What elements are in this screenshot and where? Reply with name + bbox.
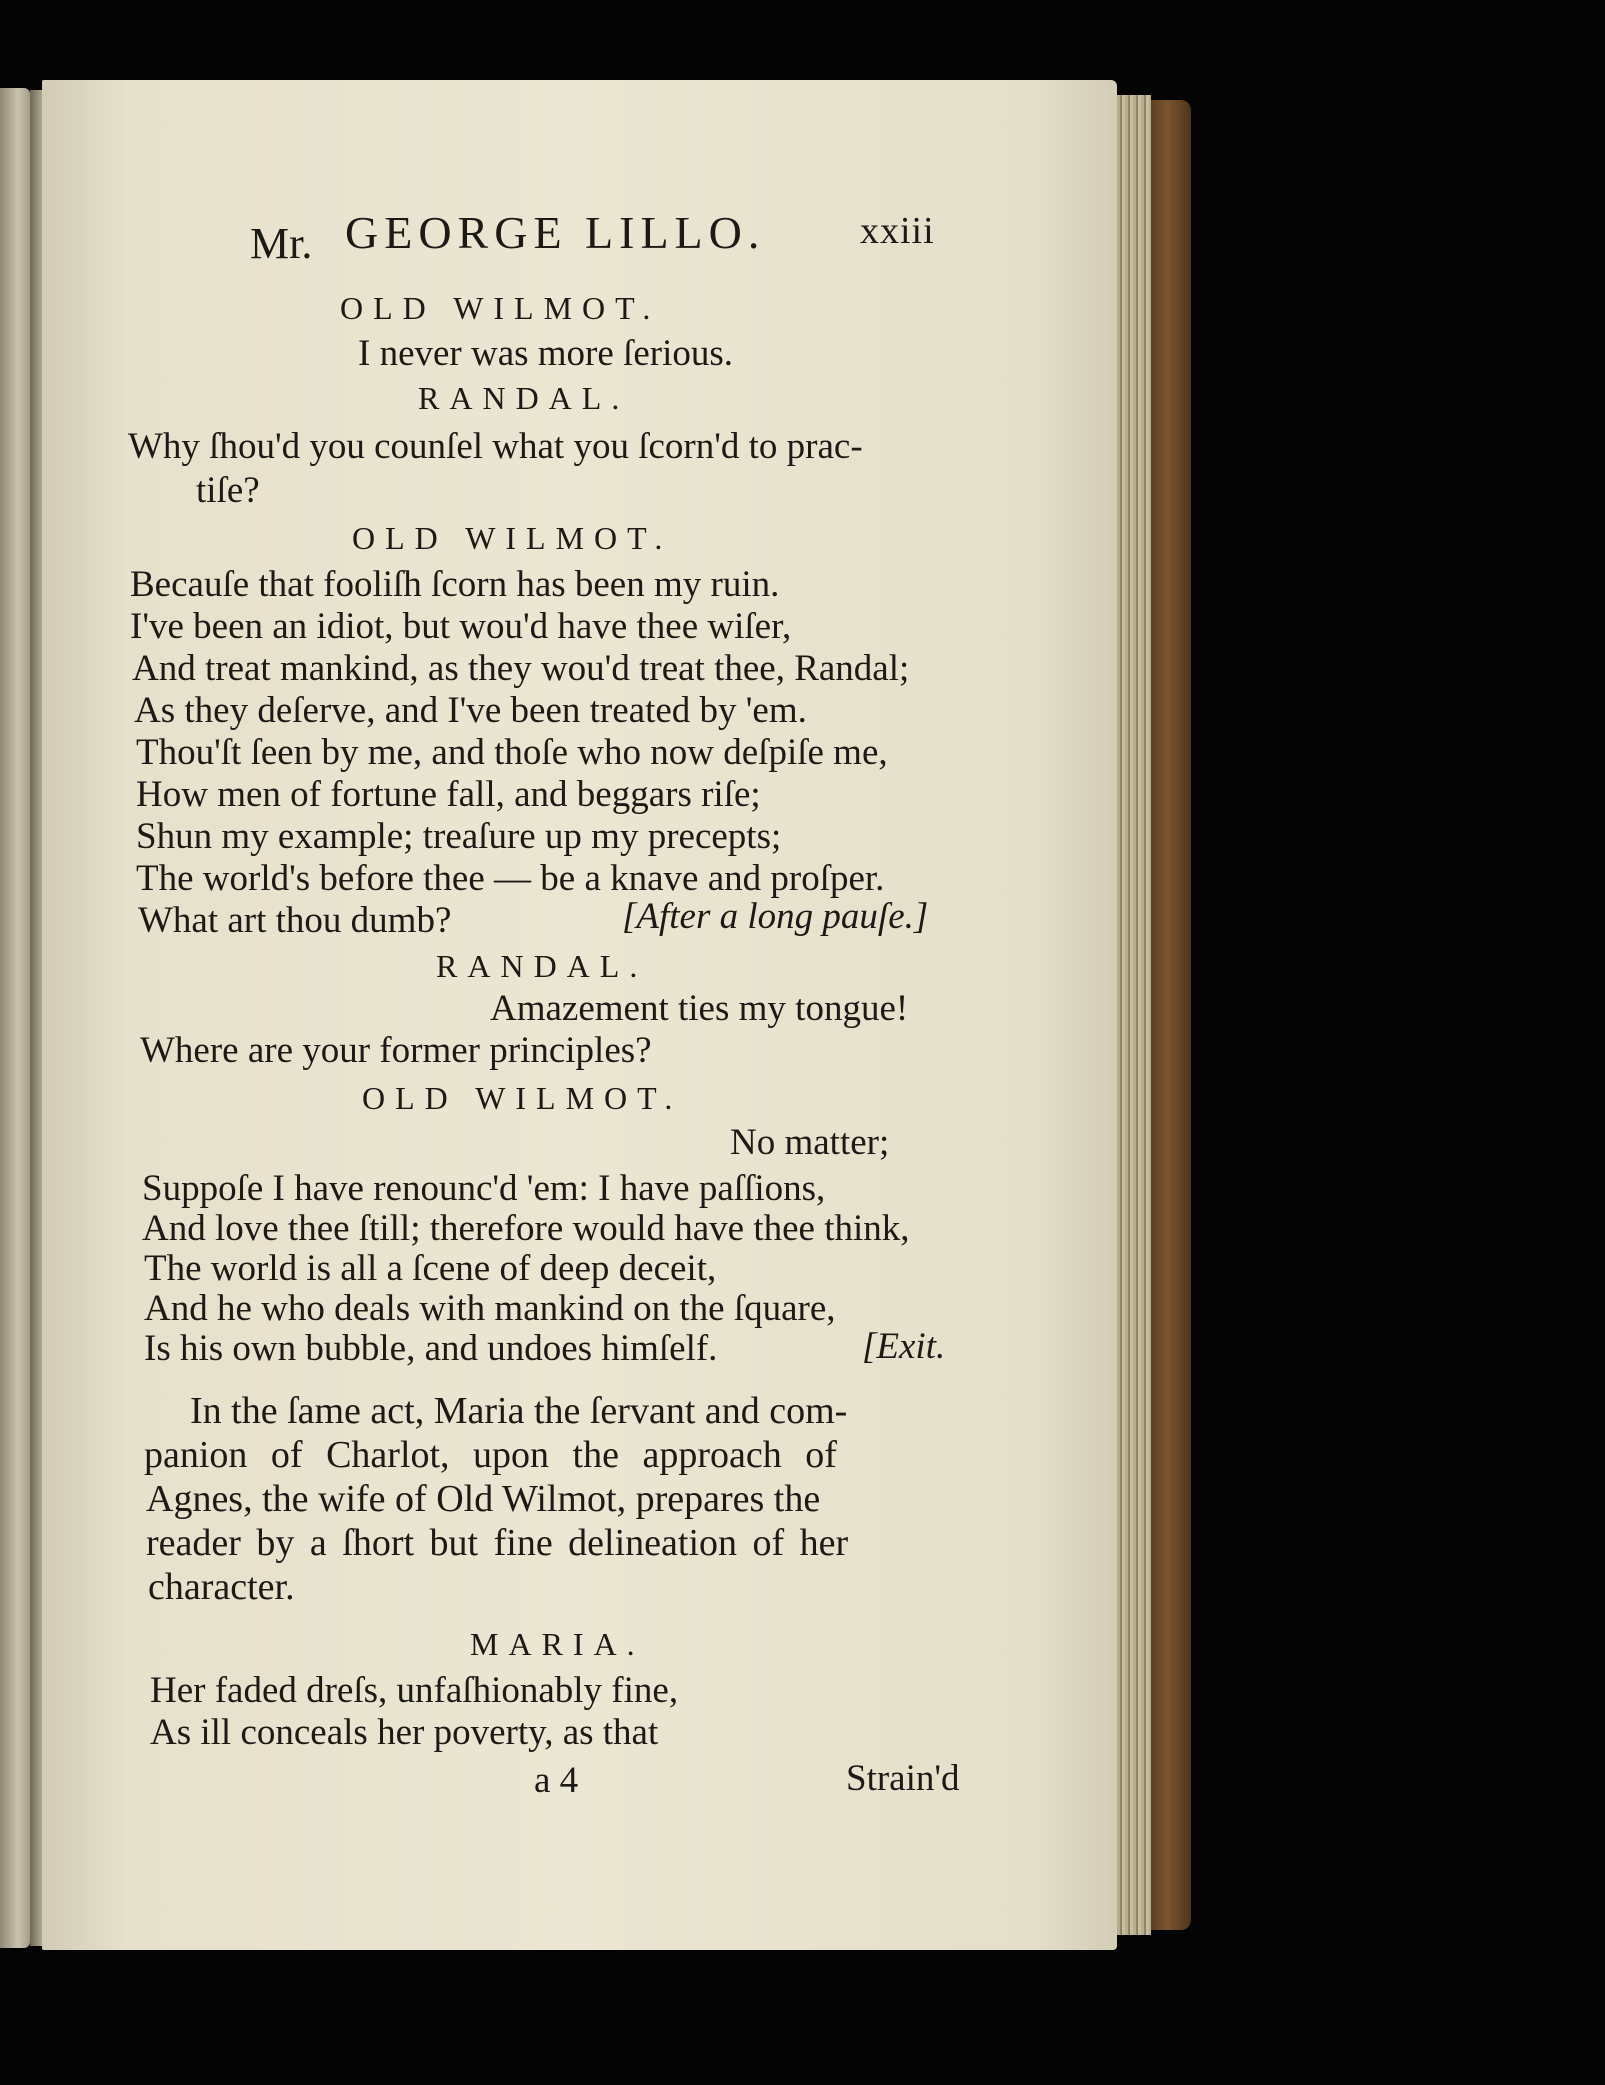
- verse-line: Thou'ſt ſeen by me, and thoſe who now deſpiſe me,: [136, 732, 888, 773]
- verse-line: tiſe?: [196, 470, 260, 511]
- page-edges: [1117, 95, 1151, 1935]
- speaker-label: MARIA.: [470, 1626, 645, 1662]
- speaker-label: RANDAL.: [418, 380, 630, 416]
- prose-line: In the ſame act, Maria the ſervant and com-: [190, 1390, 848, 1432]
- stage-direction: [Exit.: [862, 1326, 946, 1367]
- speaker-label: OLD WILMOT.: [362, 1080, 683, 1116]
- prose-line: character.: [148, 1566, 295, 1608]
- verse-line: What art thou dumb?: [138, 900, 452, 941]
- prose-line: reader by a ſhort but fine delineation of her: [146, 1522, 849, 1564]
- stage-direction: [After a long pauſe.]: [622, 896, 929, 937]
- page-number: xxiii: [860, 210, 935, 252]
- verse-line: The world is all a ſcene of deep deceit,: [144, 1248, 717, 1289]
- verse-line: And love thee ſtill; therefore would have thee think,: [142, 1208, 910, 1249]
- speaker-label: RANDAL.: [436, 948, 648, 984]
- verse-line: Shun my example; treaſure up my precepts;: [136, 816, 782, 857]
- verse-line: I've been an idiot, but wou'd have thee wiſer,: [130, 606, 792, 647]
- header-prefix: Mr.: [250, 219, 313, 268]
- running-head: GEORGE LILLO.: [345, 207, 766, 258]
- verse-line: Where are your former principles?: [140, 1030, 652, 1071]
- left-page-edge: [0, 88, 30, 1948]
- catchword: Strain'd: [846, 1758, 960, 1799]
- verse-line: And treat mankind, as they wou'd treat thee, Randal;: [132, 648, 910, 689]
- verse-line: No matter;: [730, 1122, 890, 1163]
- verse-line: Becauſe that fooliſh ſcorn has been my ruin.: [130, 564, 780, 605]
- verse-line: As ill conceals her poverty, as that: [150, 1712, 659, 1753]
- verse-line: The world's before thee — be a knave and proſper.: [136, 858, 885, 899]
- prose-line: panion of Charlot, upon the approach of: [144, 1434, 837, 1476]
- signature-mark: a 4: [534, 1760, 579, 1801]
- verse-line: Amazement ties my tongue!: [490, 988, 909, 1029]
- speaker-label: OLD WILMOT.: [352, 520, 673, 556]
- verse-line: Why ſhou'd you counſel what you ſcorn'd to prac-: [128, 426, 863, 467]
- prose-line: Agnes, the wife of Old Wilmot, prepares the: [146, 1478, 821, 1520]
- verse-line: Is his own bubble, and undoes himſelf.: [144, 1328, 718, 1369]
- verse-line: How men of fortune fall, and beggars riſe;: [136, 774, 761, 815]
- book-cover-edge: [1151, 100, 1191, 1930]
- verse-line: Suppoſe I have renounc'd 'em: I have paſſions,: [142, 1168, 826, 1209]
- verse-line: I never was more ſerious.: [358, 333, 734, 374]
- verse-line: Her faded dreſs, unfaſhionably fine,: [150, 1670, 679, 1711]
- verse-line: As they deſerve, and I've been treated by 'em.: [134, 690, 807, 731]
- speaker-label: OLD WILMOT.: [340, 290, 661, 326]
- verse-line: And he who deals with mankind on the ſquare,: [144, 1288, 836, 1329]
